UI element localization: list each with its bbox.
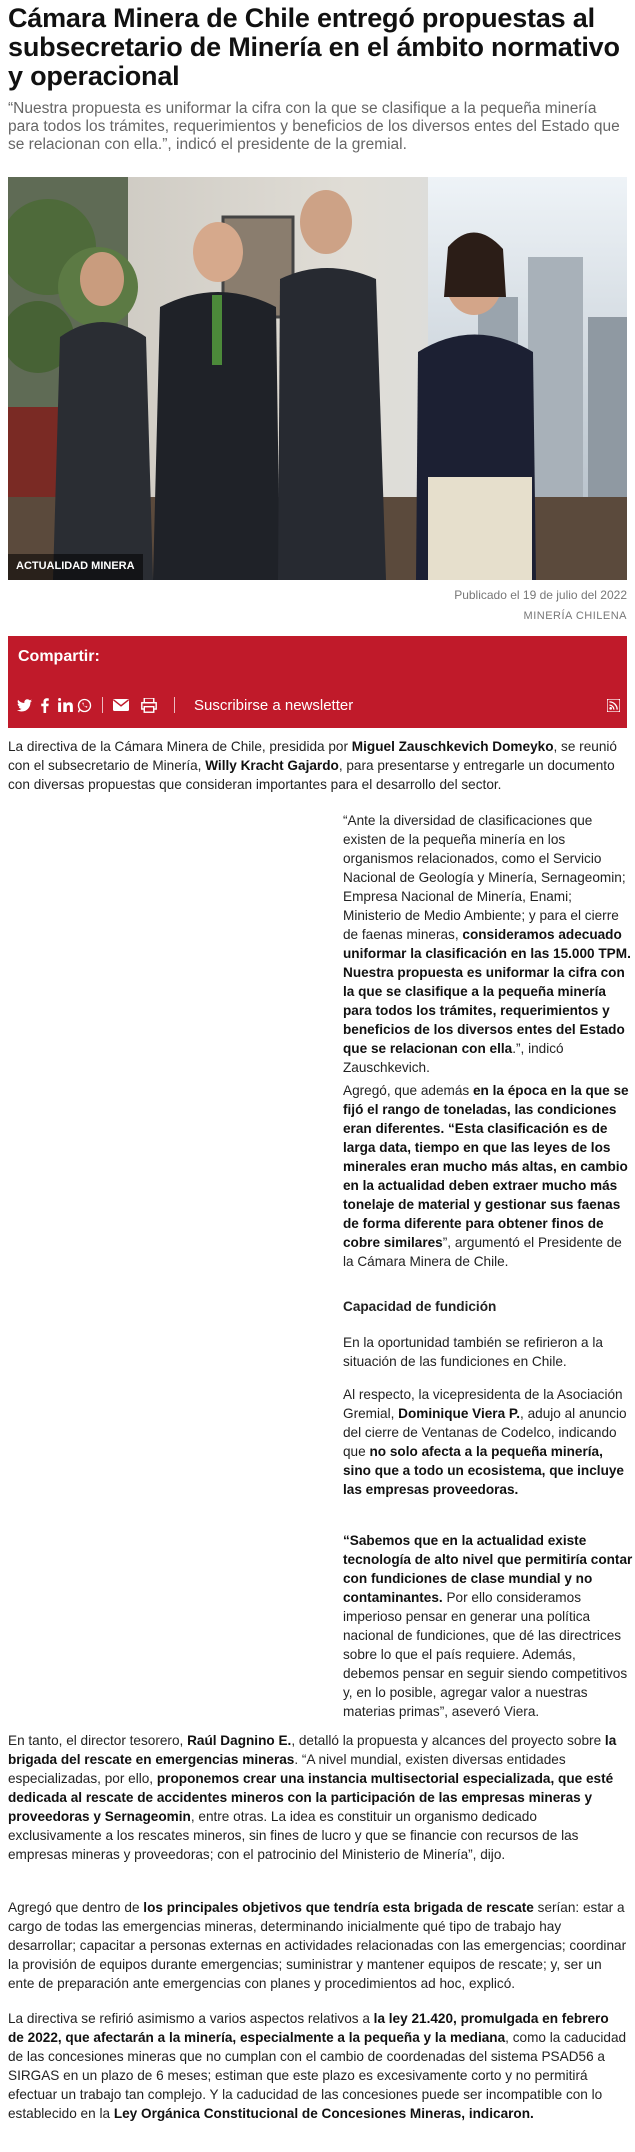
- bold-run: no solo afecta a la pequeña minería, sino que a todo un ecosistema, que incluye las empresas proveedoras.: [343, 1444, 624, 1497]
- bold-run: Ley Orgánica Constitucional de Concesiones Mineras, indicaron.: [113, 2106, 534, 2121]
- bold-run: Miguel Zauschkevich Domeyko: [351, 739, 554, 754]
- paragraph-technology: “Sabemos que en la actualidad existe tecnología de alto nivel que permitiría contar con fundiciones de clase mundial y no contaminantes. Por ello consideramos imperioso pensar en generar una política nacional de fundiciones, que dé las directrices sobre lo que el país requiere. Además, debemos pensar en seguir siendo competitivos y, en lo posible, agregar valor a nuestras materias primas”, aseveró Viera.: [343, 1533, 633, 1719]
- bold-run: Willy Kracht Gajardo: [205, 758, 339, 773]
- share-icons: [16, 695, 619, 715]
- newsletter-link[interactable]: Suscribirse a newsletter: [194, 697, 354, 714]
- paragraph-law: La directiva se refirió asimismo a varios aspectos relativos a la ley 21.420, promulgada en febrero de 2022, que afectarán a la minería, especialmente a la pequeña y la mediana, como la caducidad de las concesiones mineras que no cumplan con el cambio de coordenadas del sistema PSAD56 a SIRGAS en un plazo de 6 meses; estiman que este plazo es excesivamente corto y no permitirá efectuar un trabajo tan complejo. Y la caducidad de las concesiones puede ser incompatible con lo establecido en la Ley Orgánica Constitucional de Concesiones Mineras, indicaron.: [8, 2011, 627, 2121]
- rss-icon[interactable]: [606, 695, 620, 715]
- bold-run: en la época en la que se fijó el rango de toneladas, las condiciones eran diferentes. “Esta clasificación es de larga data, tiempo en que las leyes de los minerales eran mucho más altas, en cambio en la actualidad deben extraer mucho más tonelaje de material y gestionar sus faenas de forma diferente para obtener finos de cobre similares: [343, 1083, 629, 1250]
- facebook-icon[interactable]: [40, 695, 50, 715]
- article-photo: [8, 177, 627, 580]
- twitter-icon[interactable]: [16, 695, 32, 715]
- bold-run: Dominique Viera P.: [398, 1406, 521, 1421]
- paragraph-viera: Al respecto, la vicepresidenta de la Asociación Gremial, Dominique Viera P., adujo al anuncio del cierre de Ventanas de Codelco, indicando que no solo afecta a la pequeña minería, sino que a todo un ecosistema, que incluye las empresas proveedoras.: [343, 1387, 627, 1497]
- separator: [102, 697, 103, 713]
- paragraph-brigade: En tanto, el director tesorero, Raúl Dagnino E., detalló la propuesta y alcances del proyecto sobre la brigada del rescate en emergencias mineras. “A nivel mundial, existen diversas entidades especializadas, por ello, proponemos crear una instancia multisectorial especializada, que esté dedicada al rescate de accidentes mineros con la participación de las empresas mineras y proveedoras y Sernageomin, entre otras. La idea es constituir un organismo dedicado exclusivamente a los rescates mineros, sin fines de lucro y que se financie con recursos de las empresas mineras y proveedoras; con el patrocinio del Ministerio de Minería”, dijo.: [8, 1733, 617, 1862]
- separator: [174, 697, 175, 713]
- photo-caption: ACTUALIDAD MINERA: [8, 554, 143, 580]
- email-icon[interactable]: [112, 695, 130, 715]
- print-icon[interactable]: [140, 695, 158, 715]
- bold-run: la brigada del rescate en emergencias mineras: [8, 1733, 617, 1767]
- linkedin-icon[interactable]: [56, 695, 74, 715]
- share-bar: [8, 636, 627, 728]
- paragraph-tonnage: Agregó, que además en la época en la que se fijó el rango de toneladas, las condiciones eran diferentes. “Esta clasificación es de larga data, tiempo en que las leyes de los minerales eran mucho más altas, en cambio en la actualidad deben extraer mucho más tonelaje de material y gestionar sus faenas de forma diferente para obtener finos de cobre similares”, argumentó el Presidente de la Cámara Minera de Chile.: [343, 1083, 629, 1269]
- bold-run: los principales objetivos que tendría esta brigada de rescate: [143, 1900, 534, 1915]
- paragraph-smelters: En la oportunidad también se refirieron a la situación de las fundiciones en Chile.: [343, 1335, 603, 1369]
- paragraph-quote-classification: “Ante la diversidad de clasificaciones que existen de la pequeña minería en los organismos relacionados, como el Servicio Nacional de Geología y Minería, Sernageomin; Empresa Nacional de Minería, Enami; Ministerio de Medio Ambiente; y para el cierre de faenas mineras, consideramos adecuado uniformar la clasificación en las 15.000 TPM. Nuestra propuesta es uniformar la cifra con la que se clasifique a la pequeña minería para todos los trámites, requerimientos y beneficios de los diversos entes del Estado que se relacionan con ella.”, indicó Zauschkevich.: [343, 813, 631, 1075]
- bold-run: Raúl Dagnino E.: [187, 1733, 292, 1748]
- publish-date: Publicado el 19 de julio del 2022: [454, 588, 627, 602]
- bold-run: “Sabemos que en la actualidad existe tecnología de alto nivel que permitiría contar con fundiciones de clase mundial y no contaminantes.: [343, 1533, 633, 1605]
- photo-illustration: [8, 177, 627, 580]
- article-title: Cámara Minera de Chile entregó propuestas al subsecretario de Minería en el ámbito normativo y operacional: [8, 3, 620, 91]
- article-lead: “Nuestra propuesta es uniformar la cifra con la que se clasifique a la pequeña minería para todos los trámites, requerimientos y beneficios de los diversos entes del Estado que se relacionan con ella.”, indicó el presidente de la gremial.: [8, 100, 620, 153]
- share-label: Compartir:: [18, 648, 100, 665]
- section-heading: Capacidad de fundición: [343, 1299, 497, 1314]
- bold-run: consideramos adecuado uniformar la clasificación en las 15.000 TPM. Nuestra propuesta es uniformar la cifra con la que se clasifique a la pequeña minería para todos los trámites, requerimientos y beneficios de los diversos entes del Estado que se relacionan con ella: [343, 927, 631, 1056]
- paragraph-objectives: Agregó que dentro de los principales objetivos que tendría esta brigada de rescate serían: estar a cargo de todas las emergencias mineras, determinando inicialmente qué tipo de trabajo hay desarrollar; capacitar a personas externas en actividades relacionadas con las emergencias; coordinar la provisión de equipos durante emergencias; suministrar y mantener equipos de rescate; y, ser un ente de preparación ante emergencias con planes y procedimientos ad hoc, explicó.: [8, 1900, 627, 1991]
- article-source: MINERÍA CHILENA: [523, 610, 627, 622]
- whatsapp-icon[interactable]: [76, 695, 92, 715]
- bold-run: proponemos crear una instancia multisectorial especializada, que esté dedicada al rescate de accidentes mineros con la participación de las empresas mineras y proveedoras y Sernageomin: [8, 1771, 614, 1824]
- bold-run: la ley 21.420, promulgada en febrero de 2022, que afectarán a la minería, especialmente a la pequeña y la mediana: [8, 2011, 609, 2045]
- paragraph-intro: La directiva de la Cámara Minera de Chile, presidida por Miguel Zauschkevich Domeyko, se reunió con el subsecretario de Minería, Willy Kracht Gajardo, para presentarse y entregarle un documento con diversas propuestas que consideran importantes para el desarrollo del sector.: [8, 739, 617, 792]
